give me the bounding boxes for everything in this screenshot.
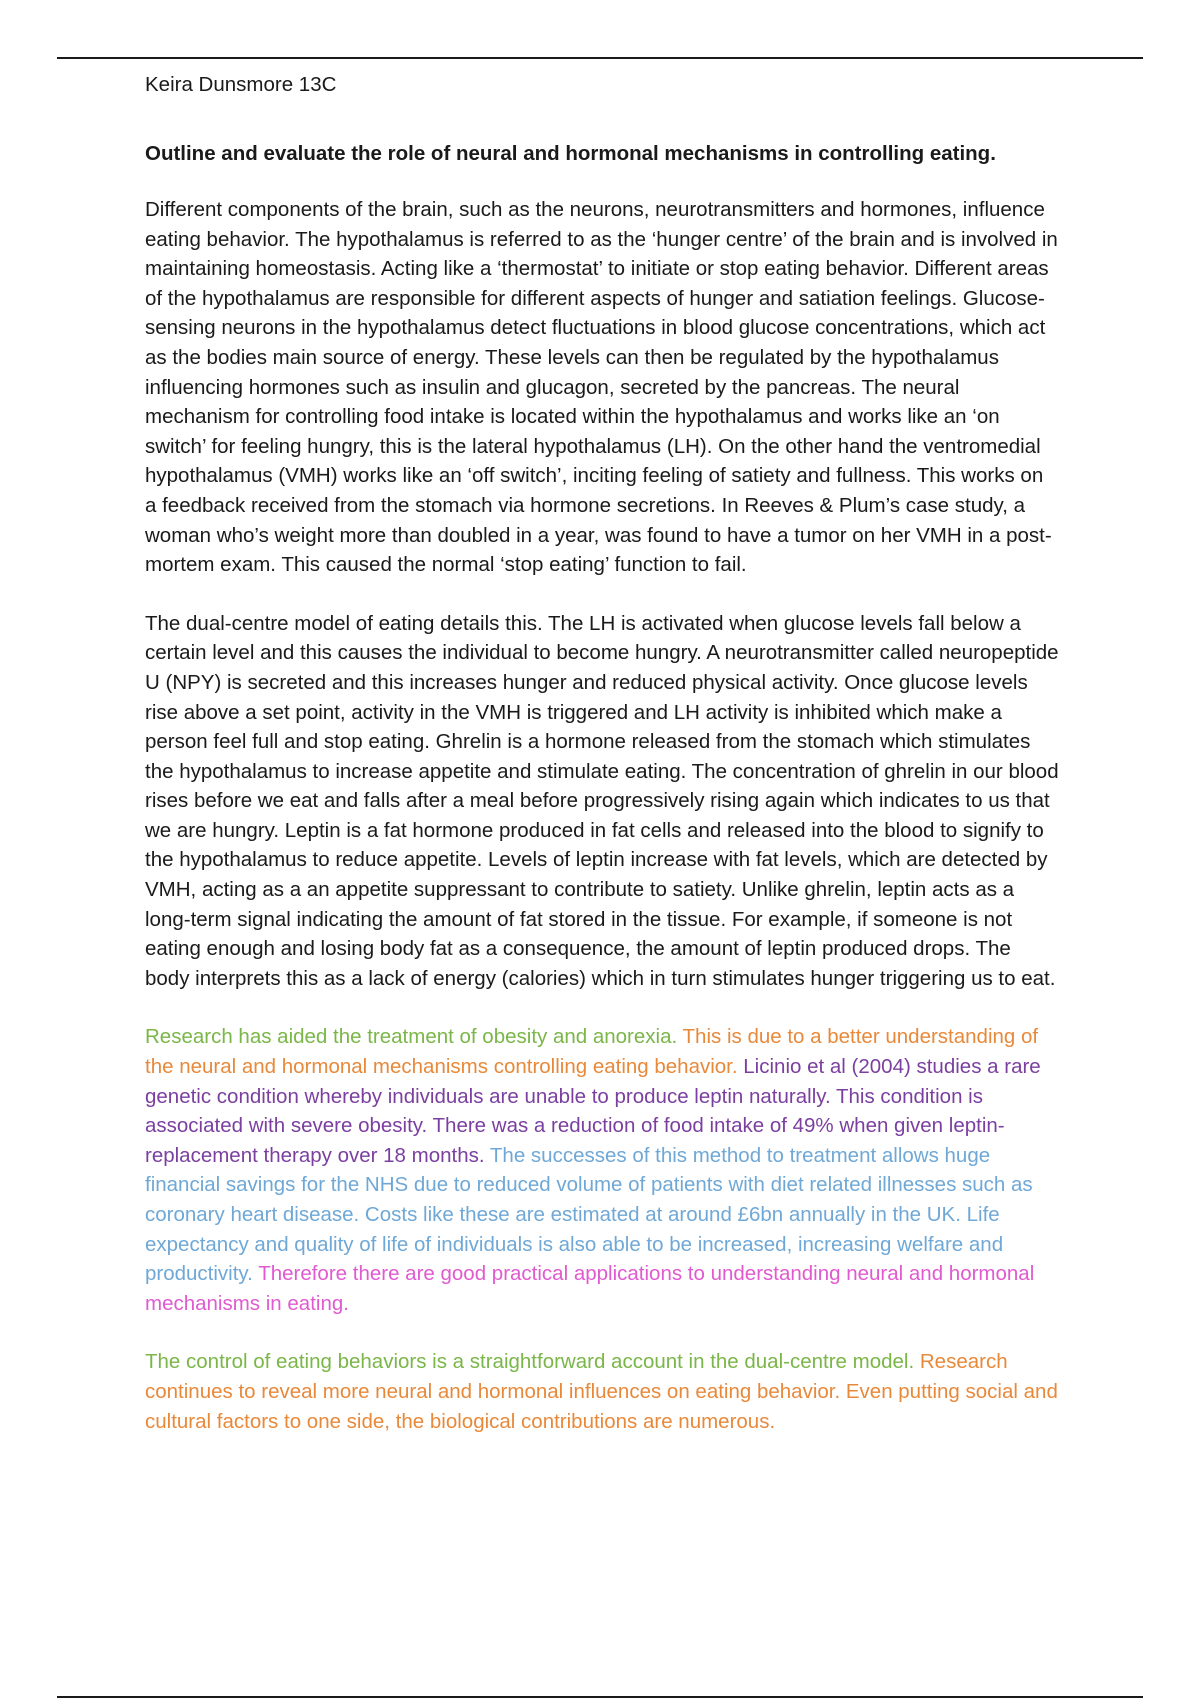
paragraph-4: [145, 1347, 1060, 1436]
p4-explanation-text: Research continues to reveal more neural and hormonal influences on eating behavior. Even putting social and cultural factors to one side, the biological contributions are numerous.: [145, 1350, 1058, 1433]
document-page: [145, 70, 1060, 1465]
paragraph-2: The dual-centre model of eating details this. The LH is activated when glucose levels fall below a certain level and this causes the individual to become hungry. A neurotransmitter called neuropeptide U (NPY) is secreted and this increases hunger and reduced physical activity. Once glucose levels rise above a set point, activity in the VMH is triggered and LH activity is inhibited which make a person feel full and stop eating. Ghrelin is a hormone released from the stomach which stimulates the hypothalamus to increase appetite and stimulate eating. The concentration of ghrelin in our blood rises before we eat and falls after a meal before progressively rising again which indicates to us that we are hungry. Leptin is a fat hormone produced in fat cells and released into the blood to signify to the hypothalamus to reduce appetite. Levels of leptin increase with fat levels, which are detected by VMH, acting as a an appetite suppressant to contribute to satiety. Unlike ghrelin, leptin acts as a long-term signal indicating the amount of fat stored in the tissue. For example, if someone is not eating enough and losing body fat as a consequence, the amount of leptin produced drops. The body interprets this as a lack of energy (calories) which in turn stimulates hunger triggering us to eat.: [145, 611, 1059, 990]
bottom-rule: [57, 1696, 1143, 1698]
paragraph-3: [145, 1022, 1060, 1318]
p3-link-text: Therefore there are good practical applications to understanding neural and hormonal mechanisms in eating.: [145, 1262, 1035, 1315]
p3-point-text: Research has aided the treatment of obesity and anorexia.: [145, 1025, 678, 1049]
essay-title: Outline and evaluate the role of neural and hormonal mechanisms in controlling eating.: [145, 142, 996, 165]
p3-analysis-text: The successes of this method to treatment allows huge financial savings for the NHS due to reduced volume of patients with diet related illnesses such as coronary heart disease. Costs like these are estimated at around £6bn annually in the UK. Life expectancy and quality of life of individuals is also able to be increased, increasing welfare and productivity.: [145, 1143, 1033, 1286]
top-rule: [57, 57, 1143, 59]
paragraph-1: Different components of the brain, such as the neurons, neurotransmitters and hormones, influence eating behavior. The hypothalamus is referred to as the ‘hunger centre’ of the brain and is involved in maintaining homeostasis. Acting like a ‘thermostat’ to initiate or stop eating behavior. Different areas of the hypothalamus are responsible for different aspects of hunger and satiation feelings. Glucose-sensing neurons in the hypothalamus detect fluctuations in blood glucose concentrations, which act as the bodies main source of energy. These levels can then be regulated by the hypothalamus influencing hormones such as insulin and glucagon, secreted by the pancreas. The neural mechanism for controlling food intake is located within the hypothalamus and works like an ‘on switch’ for feeling hungry, this is the lateral hypothalamus (LH). On the other hand the ventromedial hypothalamus (VMH) works like an ‘off switch’, inciting feeling of satiety and fullness. This works on a feedback received from the stomach via hormone secretions. In Reeves & Plum’s case study, a woman who’s weight more than doubled in a year, was found to have a tumor on her VMH in a post-mortem exam. This caused the normal ‘stop eating’ function to fail.: [145, 198, 1058, 577]
p3-evidence-text: Licinio et al (2004) studies a rare genetic condition whereby individuals are unable to produce leptin naturally. This condition is associated with severe obesity. There was a reduction of food intake of 49% when given leptin-replacement therapy over 18 months.: [145, 1055, 1041, 1167]
p3-explanation-text: This is due to a better understanding of the neural and hormonal mechanisms controlling eating behavior.: [145, 1025, 1039, 1079]
p4-point-text: The control of eating behaviors is a straightforward account in the dual-centre model.: [145, 1350, 915, 1374]
author-line: Keira Dunsmore 13C: [145, 73, 337, 96]
